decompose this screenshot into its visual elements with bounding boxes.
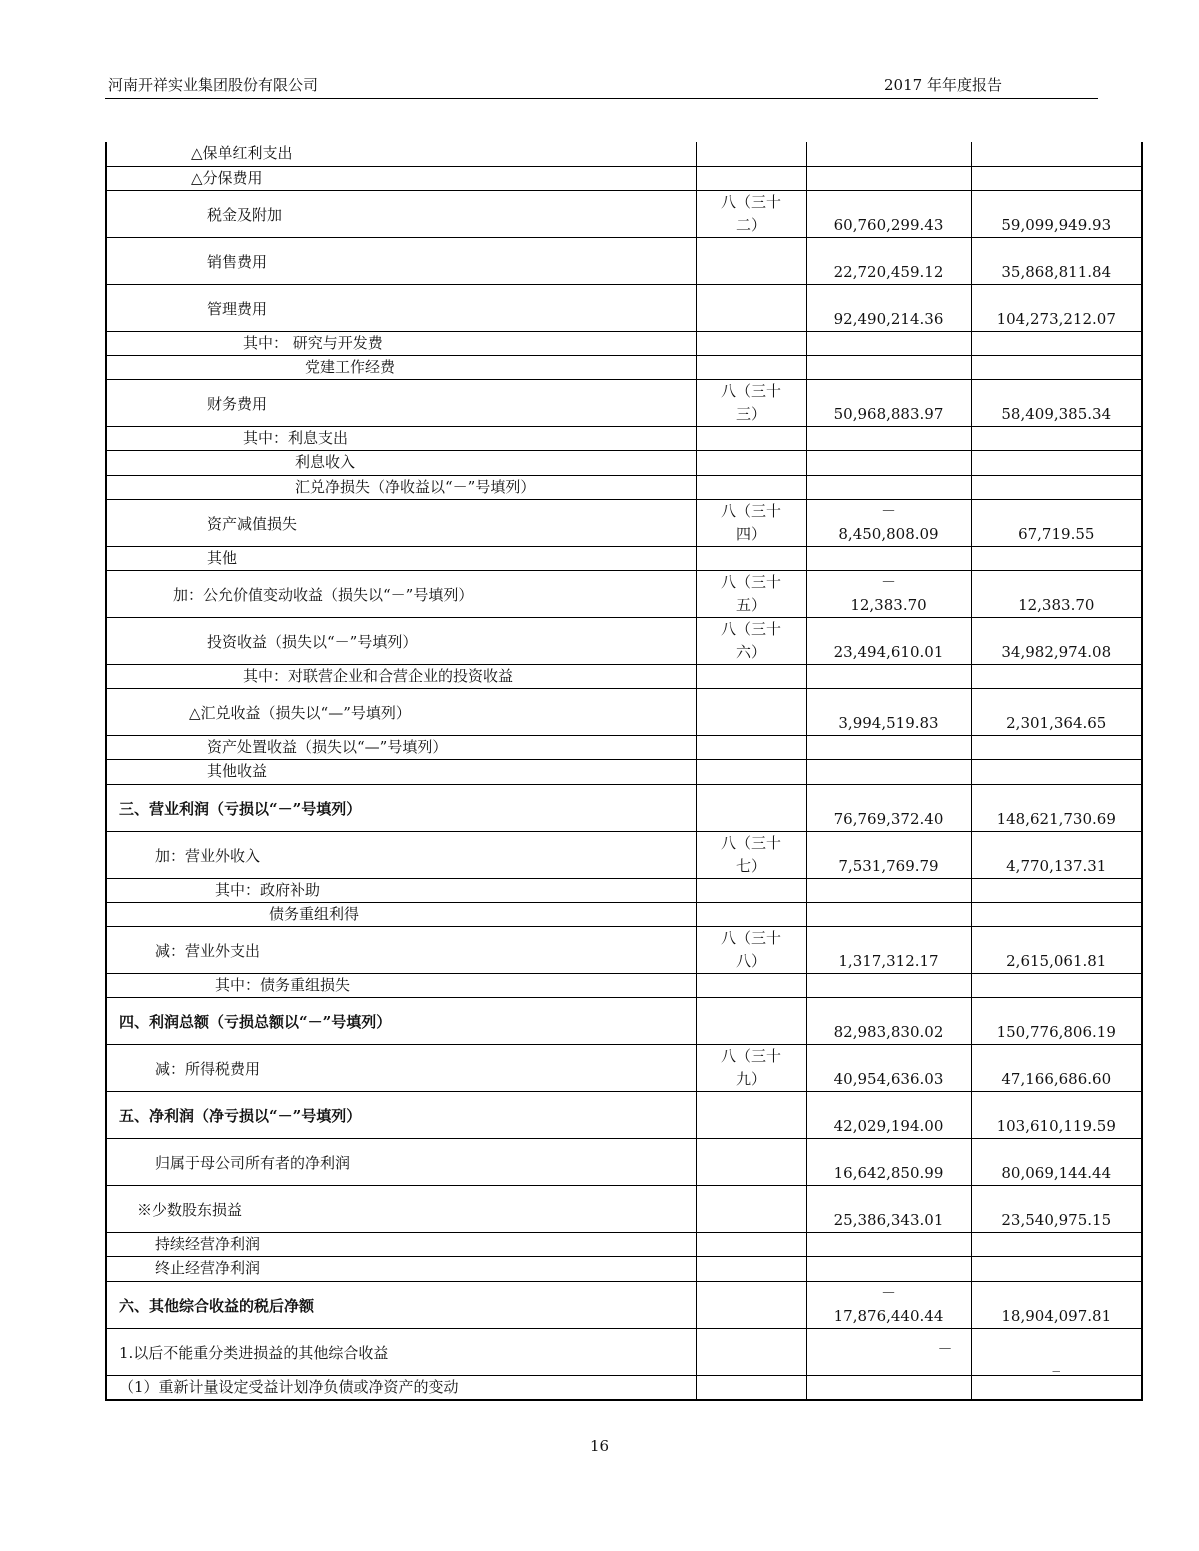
row-previous-amount xyxy=(971,571,1142,618)
table-row xyxy=(106,356,1142,380)
table-row xyxy=(106,878,1142,902)
row-note xyxy=(696,380,806,427)
table-row xyxy=(106,1092,1142,1139)
row-previous-amount xyxy=(971,237,1142,284)
note-line: 八（三十 xyxy=(720,501,781,520)
note-line: 八（三十 xyxy=(720,382,781,401)
row-current-amount xyxy=(806,973,971,997)
row-item-label: 减：所得税费用 xyxy=(106,1045,696,1092)
note-line: 八（三十 xyxy=(720,573,781,591)
table-row xyxy=(106,618,1142,665)
row-previous-amount xyxy=(971,689,1142,736)
row-note xyxy=(696,1092,806,1139)
row-current-amount xyxy=(806,784,971,831)
row-current-amount xyxy=(806,1186,971,1233)
table-row xyxy=(106,1186,1142,1233)
income-statement-body xyxy=(106,142,1142,1400)
row-previous-amount xyxy=(971,1186,1142,1233)
row-note xyxy=(696,784,806,831)
current-amount-value: 12,383.70 xyxy=(850,596,927,614)
negative-sign: － xyxy=(880,501,896,520)
row-previous-amount xyxy=(971,190,1142,237)
row-current-amount xyxy=(806,1139,971,1186)
row-item-label: 持续经营净利润 xyxy=(106,1233,696,1257)
table-row xyxy=(106,902,1142,926)
row-previous-amount xyxy=(971,1281,1142,1328)
current-amount-value: 17,876,440.44 xyxy=(833,1306,944,1325)
row-previous-amount xyxy=(971,926,1142,973)
row-previous-amount xyxy=(971,902,1142,926)
row-previous-amount xyxy=(971,1233,1142,1257)
row-current-amount xyxy=(806,998,971,1045)
row-item-label: 其中：对联营企业和合营企业的投资收益 xyxy=(106,665,696,689)
row-item-label: 财务费用 xyxy=(106,380,696,427)
row-note xyxy=(696,331,806,355)
table-row xyxy=(106,973,1142,997)
row-previous-amount xyxy=(971,784,1142,831)
row-previous-amount xyxy=(971,878,1142,902)
previous-amount-value: 103,610,119.59 xyxy=(996,1117,1116,1136)
header-rule xyxy=(105,98,1098,99)
row-note xyxy=(696,760,806,784)
row-previous-amount xyxy=(971,499,1142,546)
previous-amount-value: 35,868,811.84 xyxy=(1001,262,1112,281)
previous-amount-value: 148,621,730.69 xyxy=(996,809,1116,828)
row-item-label: 投资收益（损失以“－”号填列） xyxy=(106,618,696,665)
previous-amount-value: 150,776,806.19 xyxy=(996,1023,1116,1042)
row-item-label: 五、净利润（净亏损以“－”号填列） xyxy=(106,1092,696,1139)
row-previous-amount xyxy=(971,1139,1142,1186)
row-note xyxy=(696,427,806,451)
previous-amount-value: 47,166,686.60 xyxy=(1001,1070,1112,1089)
previous-amount-value: 2,301,364.65 xyxy=(1006,714,1107,733)
row-previous-amount xyxy=(971,1257,1142,1281)
current-amount-value: 92,490,214.36 xyxy=(833,309,944,328)
row-previous-amount xyxy=(971,665,1142,689)
row-current-amount xyxy=(806,689,971,736)
table-row xyxy=(106,736,1142,760)
row-previous-amount xyxy=(971,356,1142,380)
row-current-amount xyxy=(806,356,971,380)
negative-sign: － xyxy=(880,1283,896,1302)
row-current-amount xyxy=(806,190,971,237)
row-note xyxy=(696,1375,806,1400)
row-item-label: 减：营业外支出 xyxy=(106,926,696,973)
table-row xyxy=(106,451,1142,475)
row-current-amount xyxy=(806,902,971,926)
row-item-label: 党建工作经费 xyxy=(106,356,696,380)
row-note xyxy=(696,546,806,570)
row-note xyxy=(696,831,806,878)
row-current-amount xyxy=(806,736,971,760)
current-amount-value: 7,531,769.79 xyxy=(838,856,939,875)
note-line: 四） xyxy=(735,524,766,543)
table-row xyxy=(106,1233,1142,1257)
row-current-amount xyxy=(806,1281,971,1328)
row-current-amount xyxy=(806,665,971,689)
row-previous-amount xyxy=(971,1328,1142,1375)
previous-amount-value: 80,069,144.44 xyxy=(1001,1164,1112,1183)
row-item-label: 其中：利息支出 xyxy=(106,427,696,451)
previous-amount-value: 67,719.55 xyxy=(1018,524,1095,543)
empty-dash: － xyxy=(937,1339,953,1358)
row-note xyxy=(696,926,806,973)
row-item-label: 资产处置收益（损失以“—”号填列） xyxy=(106,736,696,760)
row-current-amount xyxy=(806,1375,971,1400)
row-note xyxy=(696,237,806,284)
table-row xyxy=(106,1257,1142,1281)
row-note xyxy=(696,190,806,237)
row-current-amount xyxy=(806,831,971,878)
row-item-label: ※少数股东损益 xyxy=(106,1186,696,1233)
row-item-label: △保单红利支出 xyxy=(106,142,696,166)
previous-amount-value: 18,904,097.81 xyxy=(1001,1306,1112,1325)
row-item-label: 终止经营净利润 xyxy=(106,1257,696,1281)
row-item-label: 税金及附加 xyxy=(106,190,696,237)
row-previous-amount xyxy=(971,998,1142,1045)
row-previous-amount xyxy=(971,142,1142,166)
row-note xyxy=(696,499,806,546)
current-amount-value: 76,769,372.40 xyxy=(833,809,944,828)
table-row xyxy=(106,284,1142,331)
previous-amount-value: 2,615,061.81 xyxy=(1006,951,1107,970)
row-current-amount xyxy=(806,427,971,451)
row-note xyxy=(696,166,806,190)
row-note xyxy=(696,1257,806,1281)
table-row xyxy=(106,689,1142,736)
row-item-label: △分保费用 xyxy=(106,166,696,190)
row-item-label: 其中： 研究与开发费 xyxy=(106,331,696,355)
row-current-amount xyxy=(806,142,971,166)
table-row xyxy=(106,760,1142,784)
note-line: 二） xyxy=(735,215,766,234)
row-current-amount xyxy=(806,331,971,355)
row-item-label: 加：营业外收入 xyxy=(106,831,696,878)
row-item-label: 归属于母公司所有者的净利润 xyxy=(106,1139,696,1186)
current-amount-value: 3,994,519.83 xyxy=(838,714,939,733)
row-note xyxy=(696,973,806,997)
row-note xyxy=(696,1045,806,1092)
table-row xyxy=(106,380,1142,427)
row-current-amount xyxy=(806,380,971,427)
note-line: 八） xyxy=(735,951,766,970)
empty-dash: _ xyxy=(1052,1353,1060,1372)
table-row xyxy=(106,831,1142,878)
row-note xyxy=(696,689,806,736)
row-previous-amount xyxy=(971,166,1142,190)
row-current-amount xyxy=(806,1092,971,1139)
row-item-label: 利息收入 xyxy=(106,451,696,475)
row-current-amount xyxy=(806,1257,971,1281)
table-row xyxy=(106,142,1142,166)
table-row xyxy=(106,998,1142,1045)
previous-amount-value: 34,982,974.08 xyxy=(1001,643,1112,661)
table-row xyxy=(106,475,1142,499)
current-amount-value: 22,720,459.12 xyxy=(833,262,944,281)
row-note xyxy=(696,902,806,926)
row-note xyxy=(696,475,806,499)
row-note xyxy=(696,1139,806,1186)
row-item-label: 其中：债务重组损失 xyxy=(106,973,696,997)
table-row xyxy=(106,571,1142,618)
row-previous-amount xyxy=(971,546,1142,570)
current-amount-value: 1,317,312.17 xyxy=(838,951,939,970)
row-note xyxy=(696,1186,806,1233)
row-current-amount xyxy=(806,499,971,546)
current-amount-value: 25,386,343.01 xyxy=(833,1211,944,1230)
page-header-company: 河南开祥实业集团股份有限公司 xyxy=(108,76,319,94)
row-previous-amount xyxy=(971,284,1142,331)
row-current-amount xyxy=(806,926,971,973)
table-row xyxy=(106,1328,1142,1375)
note-line: 五） xyxy=(735,596,766,614)
current-amount-value: 16,642,850.99 xyxy=(833,1164,944,1183)
note-line: 八（三十 xyxy=(720,833,781,852)
previous-amount-value: 104,273,212.07 xyxy=(996,309,1116,328)
table-row xyxy=(106,499,1142,546)
row-note xyxy=(696,1233,806,1257)
current-amount-value: 40,954,636.03 xyxy=(833,1070,944,1089)
row-item-label: 其他 xyxy=(106,546,696,570)
current-amount-value: 8,450,808.09 xyxy=(838,524,939,543)
row-previous-amount xyxy=(971,427,1142,451)
row-note xyxy=(696,618,806,665)
row-item-label: 三、营业利润（亏损以“－”号填列） xyxy=(106,784,696,831)
row-current-amount xyxy=(806,546,971,570)
current-amount-value: 82,983,830.02 xyxy=(833,1023,944,1042)
row-note xyxy=(696,356,806,380)
note-line: 八（三十 xyxy=(720,620,781,638)
note-line: 七） xyxy=(735,856,766,875)
previous-amount-value: 23,540,975.15 xyxy=(1001,1211,1112,1230)
previous-amount-value: 4,770,137.31 xyxy=(1006,856,1107,875)
row-previous-amount xyxy=(971,475,1142,499)
row-item-label: （1）重新计量设定受益计划净负债或净资产的变动 xyxy=(106,1375,696,1400)
table-row xyxy=(106,1281,1142,1328)
row-note xyxy=(696,1281,806,1328)
row-item-label: 销售费用 xyxy=(106,237,696,284)
negative-sign: － xyxy=(880,573,896,591)
note-line: 六） xyxy=(735,643,766,661)
row-current-amount xyxy=(806,1233,971,1257)
row-item-label: 加：公允价值变动收益（损失以“－”号填列） xyxy=(106,571,696,618)
row-current-amount xyxy=(806,878,971,902)
current-amount-value: 42,029,194.00 xyxy=(833,1117,944,1136)
row-note xyxy=(696,451,806,475)
table-row xyxy=(106,237,1142,284)
row-current-amount xyxy=(806,237,971,284)
row-item-label: 汇兑净损失（净收益以“－”号填列） xyxy=(106,475,696,499)
current-amount-value: 23,494,610.01 xyxy=(833,643,944,661)
row-current-amount xyxy=(806,284,971,331)
row-previous-amount xyxy=(971,831,1142,878)
row-previous-amount xyxy=(971,380,1142,427)
row-note xyxy=(696,284,806,331)
row-current-amount xyxy=(806,166,971,190)
previous-amount-value: 59,099,949.93 xyxy=(1001,215,1112,234)
row-current-amount xyxy=(806,475,971,499)
income-statement-table xyxy=(105,142,1143,1401)
table-row xyxy=(106,1045,1142,1092)
row-note xyxy=(696,998,806,1045)
row-previous-amount xyxy=(971,1092,1142,1139)
row-item-label: 管理费用 xyxy=(106,284,696,331)
table-row xyxy=(106,427,1142,451)
row-item-label: 其他收益 xyxy=(106,760,696,784)
note-line: 八（三十 xyxy=(720,928,781,947)
note-line: 八（三十 xyxy=(720,1047,781,1066)
row-current-amount xyxy=(806,618,971,665)
row-previous-amount xyxy=(971,736,1142,760)
row-previous-amount xyxy=(971,1375,1142,1400)
table-row xyxy=(106,665,1142,689)
row-previous-amount xyxy=(971,760,1142,784)
note-line: 九） xyxy=(735,1070,766,1089)
row-current-amount xyxy=(806,451,971,475)
row-note xyxy=(696,736,806,760)
note-line: 三） xyxy=(735,405,766,424)
page-header-report-title: 2017 年年度报告 xyxy=(884,76,1002,94)
row-previous-amount xyxy=(971,973,1142,997)
row-previous-amount xyxy=(971,1045,1142,1092)
row-note xyxy=(696,878,806,902)
current-amount-value: 60,760,299.43 xyxy=(833,215,944,234)
row-item-label: 四、利润总额（亏损总额以“－”号填列） xyxy=(106,998,696,1045)
row-item-label: 债务重组利得 xyxy=(106,902,696,926)
row-note xyxy=(696,1328,806,1375)
row-previous-amount xyxy=(971,451,1142,475)
row-note xyxy=(696,571,806,618)
table-row xyxy=(106,926,1142,973)
row-item-label: 资产减值损失 xyxy=(106,499,696,546)
table-row xyxy=(106,1375,1142,1400)
row-previous-amount xyxy=(971,331,1142,355)
previous-amount-value: 12,383.70 xyxy=(1018,596,1095,614)
row-note xyxy=(696,665,806,689)
table-row xyxy=(106,546,1142,570)
row-current-amount xyxy=(806,760,971,784)
current-amount-value: 50,968,883.97 xyxy=(833,405,944,424)
row-previous-amount xyxy=(971,618,1142,665)
table-row xyxy=(106,784,1142,831)
row-item-label: 六、其他综合收益的税后净额 xyxy=(106,1281,696,1328)
row-item-label: 其中：政府补助 xyxy=(106,878,696,902)
row-current-amount xyxy=(806,1328,971,1375)
table-row xyxy=(106,331,1142,355)
row-current-amount xyxy=(806,571,971,618)
page-number: 16 xyxy=(589,1437,610,1455)
table-row xyxy=(106,166,1142,190)
row-note xyxy=(696,142,806,166)
table-row xyxy=(106,190,1142,237)
row-item-label: 1.以后不能重分类进损益的其他综合收益 xyxy=(106,1328,696,1375)
row-item-label: △汇兑收益（损失以“—”号填列） xyxy=(106,689,696,736)
table-row xyxy=(106,1139,1142,1186)
previous-amount-value: 58,409,385.34 xyxy=(1001,405,1112,424)
note-line: 八（三十 xyxy=(720,192,781,211)
row-current-amount xyxy=(806,1045,971,1092)
